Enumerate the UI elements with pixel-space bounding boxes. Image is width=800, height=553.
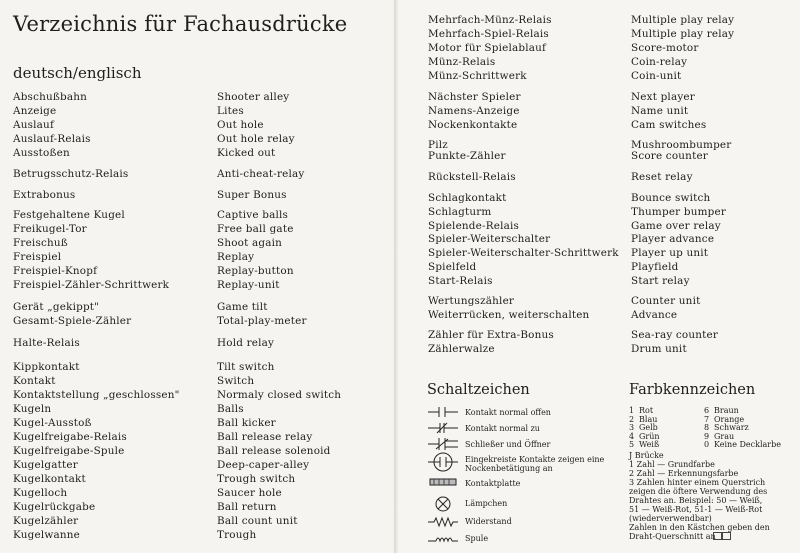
term-english: Deep-caper-alley (217, 459, 310, 471)
term-english: Out hole relay (217, 133, 295, 145)
term-english: Ball count unit (217, 515, 298, 527)
term-english: Balls (217, 403, 244, 415)
term-english: Game tilt (217, 301, 268, 313)
term-german: Münz-Schrittwerk (428, 70, 527, 82)
term-english: Bounce switch (631, 192, 711, 204)
term-english: Tilt switch (217, 361, 275, 373)
term-german: Gesamt-Spiele-Zähler (13, 315, 132, 327)
term-english: Kicked out (217, 147, 276, 159)
term-german: Namens-Anzeige (428, 105, 520, 117)
switch-make-break-icon (428, 437, 458, 451)
term-german: Freikugel-Tor (13, 223, 87, 235)
color-code-entry (704, 441, 781, 450)
term-english: Multiple play relay (631, 28, 735, 40)
color-code-name: Orange (714, 414, 745, 424)
term-german: Kontaktstellung „geschlossen" (13, 389, 180, 401)
color-code-entry (629, 441, 659, 450)
term-english: Score counter (631, 150, 708, 162)
color-code-number: 9 (704, 431, 710, 441)
term-english: Shoot again (217, 237, 283, 249)
term-german: Auslauf (13, 119, 54, 131)
term-english: Trough (217, 529, 257, 541)
term-german: Mehrfach-Spiel-Relais (428, 28, 549, 40)
term-english: Next player (631, 91, 695, 103)
term-english: Name unit (631, 105, 689, 117)
symbol-label: Lämpchen (465, 499, 508, 508)
term-german: Spieler-Weiterschalter-Schrittwerk (428, 247, 619, 259)
term-english: Trough switch (217, 473, 296, 485)
contact-open-icon (428, 405, 458, 419)
term-german: Spielfeld (428, 261, 477, 273)
term-english: Ball kicker (217, 417, 276, 429)
color-code-number: 2 (629, 414, 635, 424)
term-german: Anzeige (13, 105, 57, 117)
contact-closed-icon (428, 421, 458, 435)
term-german: Zählerwalze (428, 343, 495, 355)
term-english: Captive balls (217, 209, 289, 221)
term-english: Start relay (631, 275, 690, 287)
term-german: Mehrfach-Münz-Relais (428, 14, 552, 26)
term-english: Ball return (217, 501, 277, 513)
color-code-name: Rot (639, 406, 654, 415)
term-german: Kugelrückgabe (13, 501, 96, 513)
symbol-label: Schließer und Öffner (465, 440, 551, 449)
term-german: Kugelzähler (13, 515, 79, 527)
term-german: Spielende-Relais (428, 220, 520, 232)
color-code-name: Braun (714, 406, 739, 415)
color-code-note: Drahtes an. Beispiel: 50 — Weiß, (629, 496, 763, 505)
term-german: Extrabonus (13, 189, 76, 201)
color-code-note: Draht-Querschnitt an (629, 532, 716, 541)
color-code-note: 51 — Weiß-Rot, 51-1 — Weiß-Rot (629, 505, 763, 514)
symbol-label: Kontakt normal zu (465, 424, 540, 433)
term-german: Freispiel-Zähler-Schrittwerk (13, 279, 170, 291)
term-german: Zähler für Extra-Bonus (428, 329, 554, 341)
term-german: Betrugsschutz-Relais (13, 168, 129, 180)
lamp-icon (428, 495, 458, 513)
term-english: Replay (217, 251, 255, 263)
color-code-name: Schwarz (714, 423, 749, 433)
term-english: Ball release solenoid (217, 445, 331, 457)
term-german: Kugeln (13, 403, 52, 415)
term-german: Freispiel-Knopf (13, 265, 98, 277)
wire-gauge-box (712, 532, 731, 541)
term-german: Münz-Relais (428, 56, 496, 68)
symbol-label: Nockenbetätigung an (465, 464, 553, 473)
term-german: Kugelfreigabe-Relais (13, 431, 127, 443)
page-title: Verzeichnis für Fachausdrücke (13, 12, 348, 36)
term-english: Game over relay (631, 220, 721, 232)
term-german: Pilz (428, 139, 448, 151)
term-english: Playfield (631, 261, 679, 273)
color-code-number: 1 (629, 406, 635, 415)
page-subtitle: deutsch/englisch (13, 64, 142, 82)
term-english: Replay-button (217, 265, 294, 277)
term-english: Hold relay (217, 337, 275, 349)
term-english: Free ball gate (217, 223, 294, 235)
term-english: Saucer hole (217, 487, 282, 499)
symbol-label: Kontakt normal offen (465, 408, 551, 417)
term-english: Anti-cheat-relay (217, 168, 305, 180)
term-german: Schlagturm (428, 206, 492, 218)
contact-plate-icon (428, 477, 458, 487)
color-code-name: Blau (639, 414, 658, 424)
term-german: Wertungszähler (428, 295, 515, 307)
color-code-name: Keine Decklarbe (714, 440, 781, 450)
term-german: Gerät „gekippt" (13, 301, 100, 313)
term-german: Punkte-Zähler (428, 150, 506, 162)
term-english: Score-motor (631, 42, 699, 54)
color-code-name: Weiß (639, 440, 660, 450)
term-german: Ausstoßen (13, 147, 70, 159)
term-german: Festgehaltene Kugel (13, 209, 125, 221)
color-code-number: 8 (704, 423, 710, 433)
coil-icon (428, 532, 458, 546)
term-german: Kugelfreigabe-Spule (13, 445, 125, 457)
term-german: Rückstell-Relais (428, 171, 516, 183)
term-german: Kugel-Ausstoß (13, 417, 92, 429)
cam-contact-icon (428, 452, 458, 472)
term-english: Coin-unit (631, 70, 682, 82)
term-english: Player advance (631, 233, 715, 245)
color-code-note: J Brücke (629, 451, 664, 460)
farbkennzeichen-title: Farbkennzeichen (629, 382, 756, 398)
term-english: Shooter alley (217, 91, 290, 103)
term-german: Auslauf-Relais (13, 133, 91, 145)
color-code-number: 0 (704, 440, 710, 450)
color-code-note: 3 Zahlen hinter einem Querstrich (629, 478, 766, 487)
color-code-note: Zahlen in den Kästchen geben den (629, 523, 770, 532)
color-code-number: 7 (704, 414, 710, 424)
term-german: Freischuß (13, 237, 68, 249)
term-english: Counter unit (631, 295, 701, 307)
color-code-number: 4 (629, 431, 635, 441)
resistor-icon (428, 515, 458, 529)
term-german: Kippkontakt (13, 361, 80, 373)
term-english: Out hole (217, 119, 264, 131)
term-german: Kugelwanne (13, 529, 80, 541)
term-english: Drum unit (631, 343, 687, 355)
color-code-number: 6 (704, 406, 710, 415)
term-german: Weiterrücken, weiterschalten (428, 309, 590, 321)
term-german: Kugelkontakt (13, 473, 86, 485)
term-english: Cam switches (631, 119, 707, 131)
term-english: Reset relay (631, 171, 693, 183)
term-english: Super Bonus (217, 189, 287, 201)
symbol-label: Spule (465, 534, 489, 543)
term-english: Multiple play relay (631, 14, 735, 26)
color-code-name: Grau (714, 431, 735, 441)
color-code-note: 2 Zahl — Erkennungsfarbe (629, 469, 739, 478)
term-german: Abschußbahn (13, 91, 88, 103)
symbol-label: Widerstand (465, 517, 512, 526)
term-german: Freispiel (13, 251, 62, 263)
term-german: Halte-Relais (13, 337, 80, 349)
term-german: Kugelloch (13, 487, 68, 499)
term-english: Coin-relay (631, 56, 688, 68)
term-english: Player up unit (631, 247, 709, 259)
color-code-name: Grün (639, 431, 660, 441)
color-code-number: 5 (629, 440, 635, 450)
schaltzeichen-title: Schaltzeichen (427, 382, 530, 398)
color-code-name: Gelb (639, 423, 658, 433)
term-english: Ball release relay (217, 431, 313, 443)
right-page (398, 0, 800, 553)
term-english: Mushroombumper (631, 139, 732, 151)
term-german: Spieler-Weiterschalter (428, 233, 551, 245)
color-code-note: zeigen die öftere Verwendung des (629, 487, 768, 496)
term-german: Start-Relais (428, 275, 493, 287)
term-english: Thumper bumper (631, 206, 727, 218)
term-english: Normaly closed switch (217, 389, 342, 401)
term-german: Kugelgatter (13, 459, 78, 471)
term-english: Total-play-meter (217, 315, 307, 327)
symbol-label: Kontaktplatte (465, 479, 521, 488)
term-english: Advance (631, 309, 678, 321)
term-english: Lites (217, 105, 244, 117)
term-english: Replay-unit (217, 279, 280, 291)
color-code-number: 3 (629, 423, 635, 433)
color-code-note: (wiederverwendbar) (629, 514, 712, 523)
color-code-note: 1 Zahl — Grundfarbe (629, 460, 715, 469)
left-page (0, 0, 395, 553)
term-german: Kontakt (13, 375, 56, 387)
symbol-label: Eingekreiste Kontakte zeigen eine (465, 455, 605, 464)
term-english: Sea-ray counter (631, 329, 719, 341)
term-german: Nockenkontakte (428, 119, 518, 131)
term-german: Motor für Spielablauf (428, 42, 547, 54)
term-english: Switch (217, 375, 255, 387)
term-german: Schlagkontakt (428, 192, 507, 204)
term-german: Nächster Spieler (428, 91, 521, 103)
